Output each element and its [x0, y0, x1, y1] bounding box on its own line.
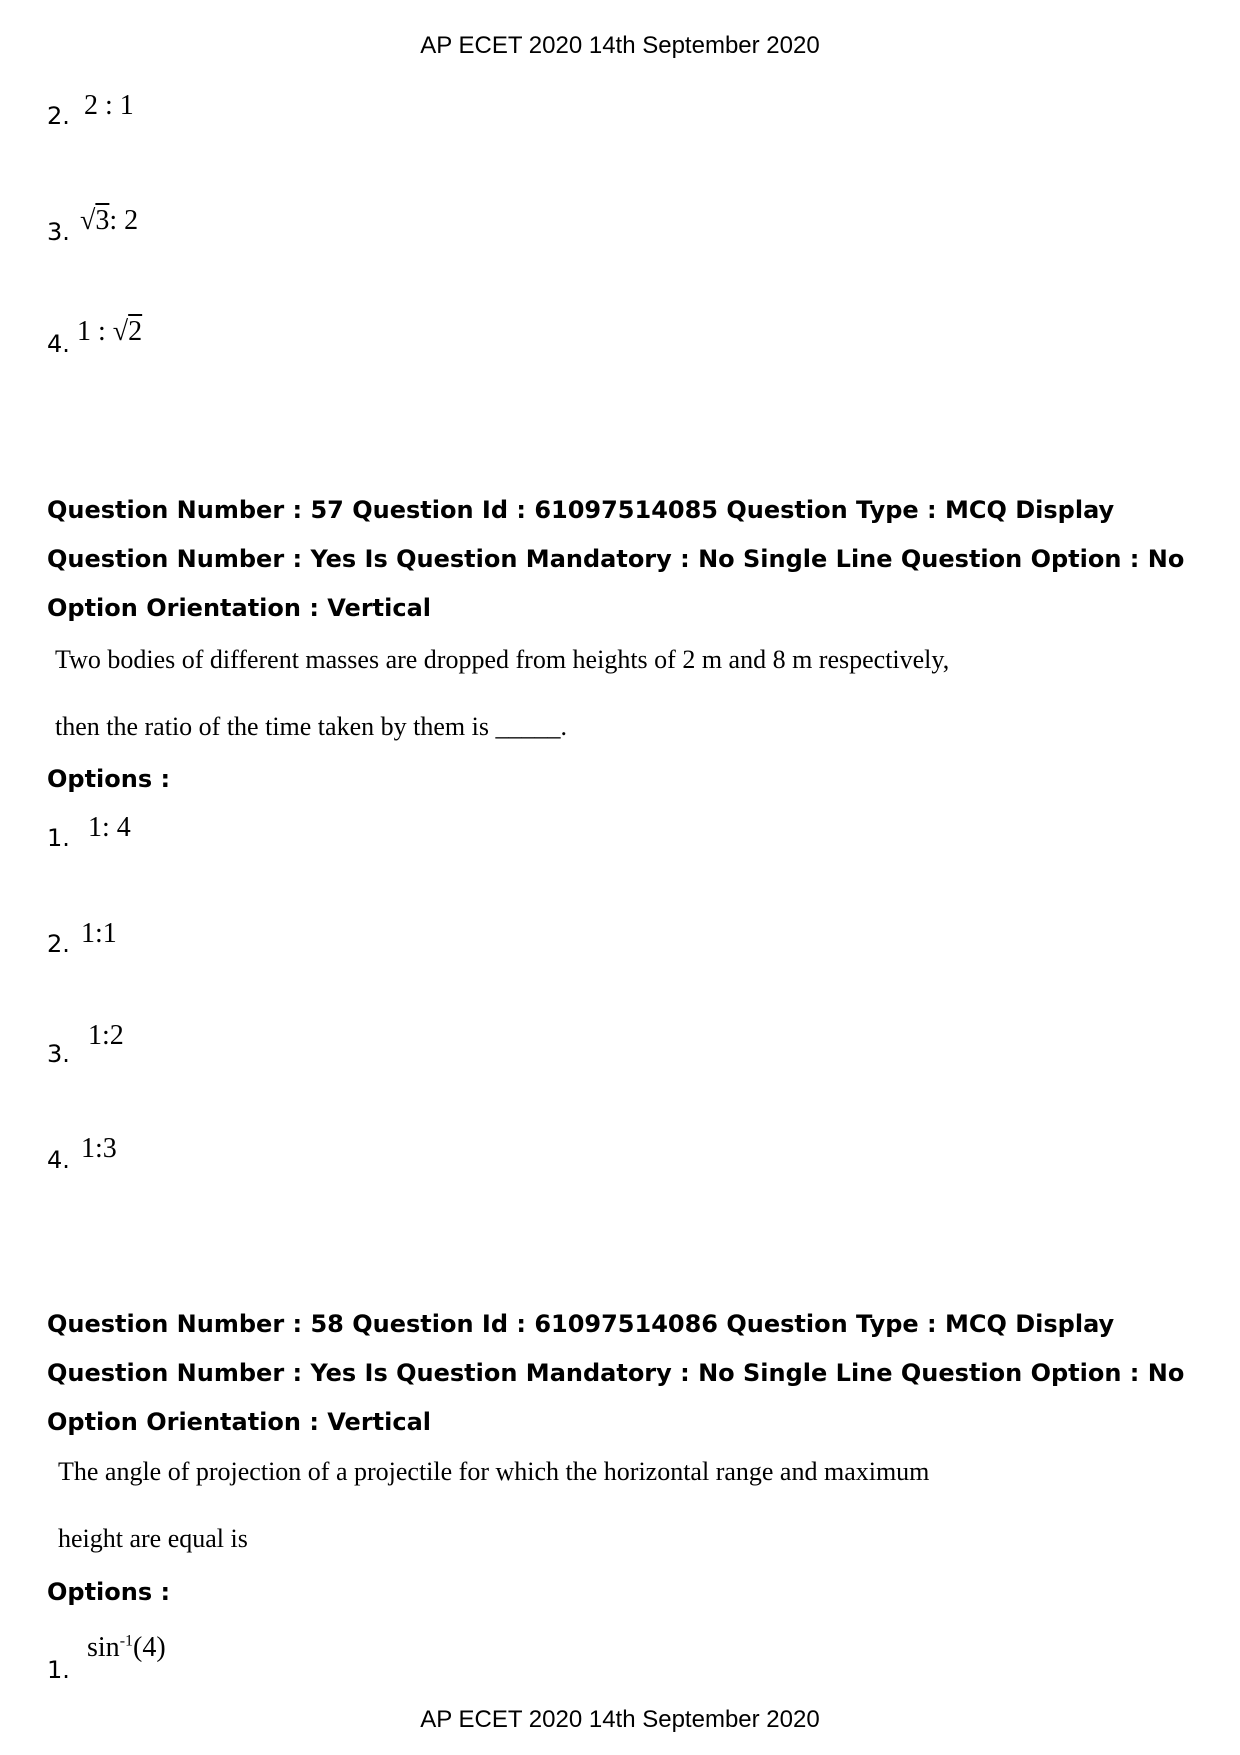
function-argument: (4): [133, 1632, 166, 1663]
question-meta: Question Number : 58 Question Id : 61097514086 Question Type : MCQ Display Question Number : Yes Is Question Mandatory : No Single Line Question Option : No Option Orientation : Vertical: [47, 1310, 1185, 1436]
radicand: 3: [95, 205, 110, 236]
option-value: [87, 1632, 166, 1664]
radical-sign: √: [80, 205, 96, 236]
question-text-line: then the ratio of the time taken by them is _____.: [55, 712, 567, 741]
option-value: [80, 205, 138, 237]
superscript: -1: [119, 1632, 134, 1650]
options-label: Options :: [47, 765, 171, 793]
option-value: 2 : 1: [84, 90, 134, 121]
option-value: 1:1: [81, 918, 117, 949]
ratio-lead: 1 :: [77, 316, 113, 347]
question-text-line: The angle of projection of a projectile for which the horizontal range and maximum: [58, 1457, 930, 1486]
option-number: 3.: [47, 218, 70, 246]
page-header: AP ECET 2020 14th September 2020: [420, 32, 820, 59]
option-value: [77, 316, 142, 348]
options-label: Options :: [47, 1578, 171, 1606]
option-number: 2.: [47, 102, 70, 130]
question-text-line: height are equal is: [58, 1524, 248, 1553]
page-footer: AP ECET 2020 14th September 2020: [420, 1706, 820, 1733]
option-number: 4.: [47, 330, 70, 358]
option-number: 1.: [47, 1656, 70, 1684]
option-value: 1:3: [81, 1133, 117, 1164]
option-value: 1:2: [88, 1020, 124, 1051]
radicand: 2: [128, 316, 143, 347]
option-number: 1.: [47, 824, 70, 852]
function-name: sin: [87, 1632, 120, 1663]
question-meta: Question Number : 57 Question Id : 61097514085 Question Type : MCQ Display Question Number : Yes Is Question Mandatory : No Single Line Question Option : No Option Orientation : Vertical: [47, 496, 1185, 622]
option-value: 1: 4: [88, 812, 131, 843]
option-number: 3.: [47, 1040, 70, 1068]
ratio-rest: : 2: [109, 205, 139, 236]
option-number: 2.: [47, 930, 70, 958]
radical-sign: √: [112, 316, 129, 347]
question-text-line: Two bodies of different masses are dropped from heights of 2 m and 8 m respectively,: [55, 645, 950, 674]
option-number: 4.: [47, 1146, 70, 1174]
